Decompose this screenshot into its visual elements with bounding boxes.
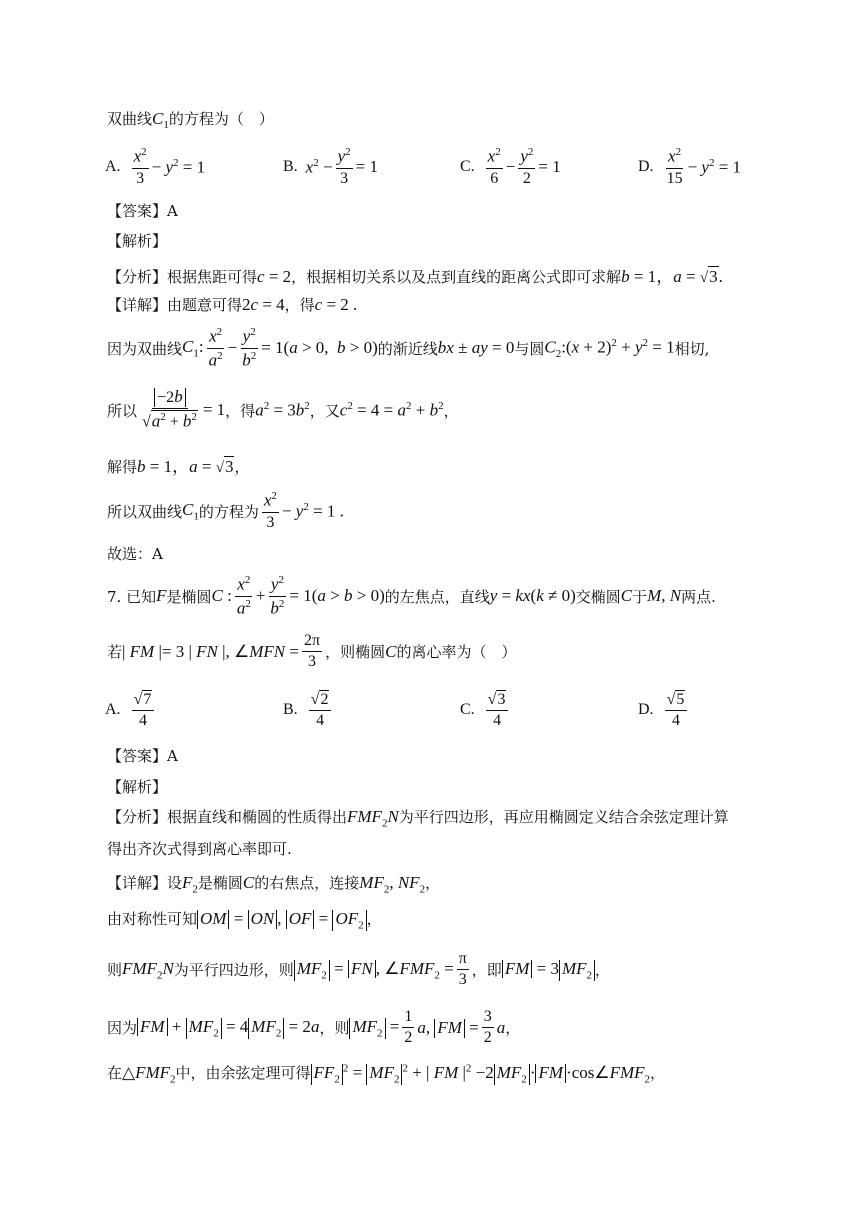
q6-xiangjie: 【详解】由题意可得2c = 4，得c = 2 . xyxy=(107,295,358,314)
q6-line5: 解得b = 1，a = √3， xyxy=(107,457,250,476)
q7-answer: 【答案】A xyxy=(107,747,178,765)
q6-answer: 【答案】A xyxy=(107,202,178,220)
q6-option-a: A. $\frac{x^2}{3}$ − $y^2 = 1$ xyxy=(105,146,206,187)
q7-xiangjie-line1: 【详解】设$F_2$是椭圆C的右焦点，连接$MF_2$, $NF_2$， xyxy=(107,873,441,896)
q6-stem: 双曲线$C_1$的方程为（ ） xyxy=(107,109,274,131)
q7-stem-line1: 7. 已知 F 是椭圆 C : $\frac{x^2}{a^2}$ + $\frac{y^2}{b^2}$ = 1(a > b > 0) 的左焦点，直线 y = kx(k ≠ 0) 交椭圆 C 于 M, N 两点. xyxy=(107,574,716,618)
q6-option-c: C. $\frac{x^2}{6}$ − $\frac{y^2}{2}$ = 1 xyxy=(460,146,561,187)
q7-option-d: D. $\frac{√5}{4}$ xyxy=(638,690,690,731)
q7-fenxi-line1: 【分析】根据直线和椭圆的性质得出$FMF_2N$为平行四边形，再应用椭圆定义结合余弦定理计算 xyxy=(107,807,729,830)
q7-xiangjie-line4: 因为 FM + $MF_2 = 4$ $MF_2 = 2a$ ，则 $MF_2$ = $\frac{1}{2}$ a, FM = $\frac{3}{2}$ a ， xyxy=(107,1008,521,1047)
q6-option-d: D. $\frac{x^2}{15}$ − $y^2 = 1$ xyxy=(638,146,742,187)
q6-choice: 故选：A xyxy=(107,545,163,563)
q7-stem-line2: 若 | FM |= 3 | FN |, ∠MFN = $\frac{2\pi}{3}$ ，则椭圆 C 的离心率为（ ） xyxy=(107,632,517,671)
q7-xiangjie-line5: 在$\triangle FMF_2$中，由余弦定理可得 $FF_2^2 = MF_2^2$ + | FM $|^2 -2$ $MF_2$ · FM $\cdot\cos\angle FMF_2$， xyxy=(107,1062,666,1086)
q6-line6: 所以双曲线 $C_1$ 的方程为 $\frac{x^2}{3}$ − $y^2 = 1$ . xyxy=(107,490,344,531)
q7-option-a: A. $\frac{√7}{4}$ xyxy=(105,690,157,731)
q7-fenxi-line2: 得出齐次式得到离心率即可. xyxy=(107,840,292,858)
q6-line4: 所以 $\frac{-2b}{√a^2 + b^2}$ = 1 ，得 $a^2 = 3b^2$ ，又 $c^2 = 4 = a^2 + b^2$ ， xyxy=(107,387,459,431)
q6-option-b: B. $x^2$ − $\frac{y^2}{3}$ = 1 xyxy=(283,146,378,187)
q6-fenxi: 【分析】根据焦距可得c = 2，根据相切关系以及点到直线的距离公式即可求解b = 1，a = √3. xyxy=(107,267,723,286)
q6-analysis-label: 【解析】 xyxy=(107,232,168,250)
q6-line3: 因为双曲线 $C_1$: $\frac{x^2}{a^2}$ − $\frac{y^2}{b^2}$ = 1(a > 0, b > 0) 的渐近线 bx ± ay = 0 与圆 $C_2:(x + 2)^2 + y^2 = 1$ 相切, xyxy=(107,326,710,370)
q7-analysis-label: 【解析】 xyxy=(107,778,168,796)
q7-xiangjie-line2: 由对称性可知 OM = ON , OF = $OF_2$ ， xyxy=(107,909,382,932)
q7-option-c: C. $\frac{√3}{4}$ xyxy=(460,690,511,731)
q7-xiangjie-line3: 则 $FMF_2N$ 为平行四边形，则 $MF_2$ = FN , $\angle FMF_2$ = $\frac{\pi}{3}$ ，即 FM = 3 $MF_2$ ， xyxy=(107,950,611,989)
q7-option-b: B. $\frac{√2}{4}$ xyxy=(283,690,334,731)
